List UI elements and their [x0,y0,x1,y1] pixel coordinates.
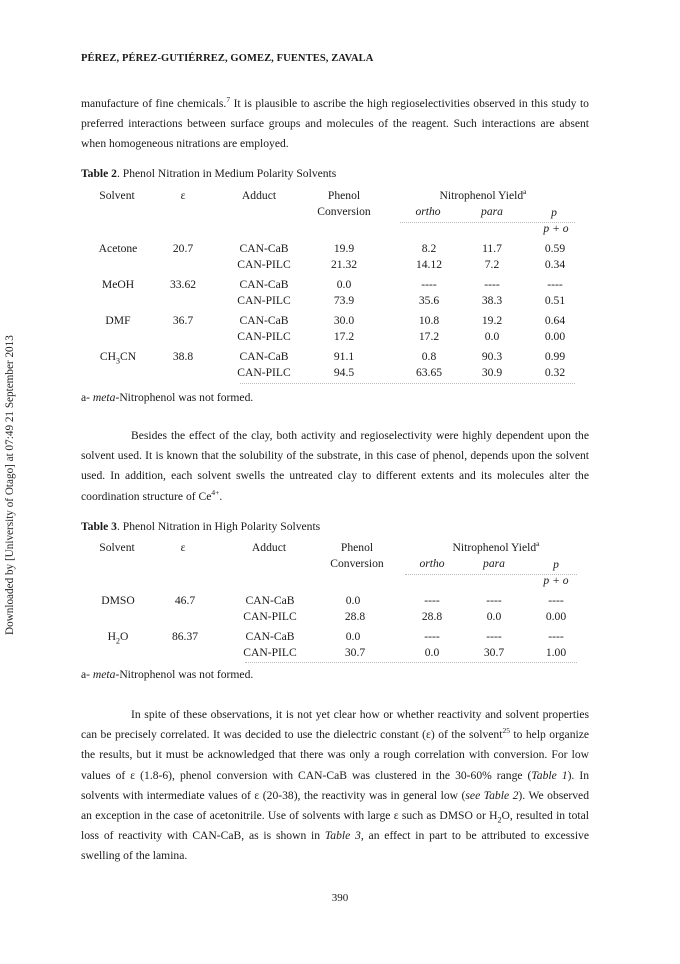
cell-para: 30.9 [481,366,503,379]
header-p: p [551,206,557,219]
cell-ortho: ---- [424,630,440,643]
table-2-caption: Table 2. Phenol Nitration in Medium Polarity Solvents [81,167,337,180]
cell-para: 0.0 [486,610,502,623]
cell-conversion: 0.0 [345,630,361,643]
header-ratio: p + o [543,574,569,587]
table-3-footnote: a- meta-Nitrophenol was not formed. [81,668,254,681]
cell-solvent: DMSO [101,594,135,607]
cell-ratio: ---- [548,594,564,607]
cell-adduct: CAN-CaB [245,594,295,607]
cell-adduct: CAN-CaB [239,242,289,255]
cell-solvent: $CH_3CN$ [99,350,137,366]
cell-conversion: 0.0 [336,278,352,291]
header-para: para [483,557,505,570]
cell-ortho: 0.0 [424,646,440,659]
header-ortho: ortho [419,557,445,570]
cell-ortho: 10.8 [418,314,440,327]
cell-ortho: 28.8 [421,610,443,623]
cell-ratio: ---- [548,630,564,643]
cell-ortho: 35.6 [418,294,440,307]
cell-ratio: ---- [547,278,563,291]
cell-adduct: CAN-PILC [243,646,297,659]
cell-para: 30.7 [483,646,505,659]
running-header: PÉREZ, PÉREZ-GUTIÉRREZ, GOMEZ, FUENTES, ZAVALA [81,53,374,64]
cell-adduct: CAN-CaB [239,278,289,291]
cell-para: 38.3 [481,294,503,307]
cell-para: 7.2 [484,258,500,271]
table-2-footnote: a- meta-Nitrophenol was not formed. [81,391,254,404]
paragraph-2: Besides the effect of the clay, both activity and regioselectivity were highly dependent upon the solvent used. It is known that the solubility of the substrate, in this case of phenol, depends upon the solvent used. In addition, each solvent swells the untreated clay to different extents and its molecules alter the coordination structure of $Ce^{4+}$. [81,429,589,503]
header-phenol: Phenol [327,189,361,202]
cell-ratio: 0.99 [544,350,566,363]
header-adduct: Adduct [241,189,277,202]
header-nitrophenol-yield: Nitrophenol Yield$^a$ [439,187,527,202]
header-adduct: Adduct [251,541,287,554]
header-conversion: Conversion [330,557,384,570]
header-ortho: ortho [415,205,441,218]
cell-para: ---- [486,594,502,607]
header-epsilon: ε [180,541,186,554]
header-rule [400,222,575,223]
cell-ratio: 0.34 [544,258,566,271]
cell-conversion: 17.2 [333,330,355,343]
paragraph-1: manufacture of fine chemicals.$^7$ It is plausible to ascribe the high regioselectivities observed in this study to preferred interactions between surface groups and molecules of the reagent. Such interactions are absent when homogeneous nitrations are employed. [81,95,589,151]
cell-solvent: $H_2O$ [107,630,129,646]
paragraph-3: In spite of these observations, it is not yet clear how or whether reactivity and solvent properties can be precisely correlated. It was decided to use the dielectric constant (ε) of the solvent$^{25}$ to help organize the results, but it must be acknowledged that there was only a rough correlation with conversion. For low values of ε (1.8-6), phenol conversion with CAN-CaB was clustered in the 30-60% range (Table 1). In solvents with intermediate values of ε (20-38), the reactivity was in general low (see Table 2). We observed an exception in the case of acetonitrile. Use of solvents with large ε such as DMSO or $H_2O$, resulted in total loss of reactivity with CAN-CaB, as is shown in Table 3, an effect in part to be attributed to excessive swelling of the lamina. [81,708,590,863]
cell-epsilon: 38.8 [172,350,194,363]
cell-ratio: 0.32 [544,366,566,379]
table-bottom-rule [240,383,575,384]
cell-conversion: 73.9 [333,294,355,307]
cell-epsilon: 20.7 [172,242,194,255]
cell-adduct: CAN-PILC [237,366,291,379]
header-ratio: p + o [543,222,569,235]
header-conversion: Conversion [317,205,371,218]
cell-adduct: CAN-CaB [239,350,289,363]
cell-conversion: 0.0 [345,594,361,607]
cell-para: 19.2 [481,314,503,327]
cell-ortho: 63.65 [415,366,443,379]
cell-adduct: CAN-CaB [239,314,289,327]
header-rule [405,574,577,575]
cell-adduct: CAN-PILC [237,258,291,271]
cell-ratio: 0.00 [544,330,566,343]
cell-ratio: 0.64 [544,314,566,327]
cell-solvent: MeOH [101,278,135,291]
cell-conversion: 28.8 [344,610,366,623]
header-solvent: Solvent [99,541,135,554]
cell-adduct: CAN-PILC [237,294,291,307]
cell-ratio: 0.00 [545,610,567,623]
table-3-caption: Table 3. Phenol Nitration in High Polarity Solvents [81,520,321,533]
table-bottom-rule [245,662,577,663]
cell-ortho: ---- [424,594,440,607]
cell-solvent: Acetone [98,242,138,255]
cell-solvent: DMF [105,314,131,327]
cell-conversion: 91.1 [333,350,355,363]
cell-conversion: 21.32 [330,258,358,271]
cell-epsilon: 36.7 [172,314,194,327]
cell-ortho: 17.2 [418,330,440,343]
cell-adduct: CAN-CaB [245,630,295,643]
page-number: 390 [331,892,349,904]
cell-ortho: ---- [421,278,437,291]
cell-para: 11.7 [482,242,502,255]
cell-epsilon: 33.62 [169,278,197,291]
header-phenol: Phenol [340,541,374,554]
cell-para: ---- [486,630,502,643]
cell-conversion: 94.5 [333,366,355,379]
cell-para: 90.3 [481,350,503,363]
header-para: para [481,205,503,218]
cell-ortho: 8.2 [421,242,437,255]
cell-ortho: 14.12 [415,258,443,271]
cell-para: 0.0 [484,330,500,343]
header-solvent: Solvent [99,189,135,202]
cell-ratio: 0.51 [544,294,566,307]
cell-conversion: 30.7 [344,646,366,659]
cell-conversion: 19.9 [333,242,355,255]
cell-para: ---- [484,278,500,291]
cell-ortho: 0.8 [421,350,437,363]
cell-conversion: 30.0 [333,314,355,327]
header-epsilon: ε [180,189,186,202]
download-watermark: Downloaded by [University of Otago] at 07:49 21 September 2013 [4,335,16,635]
cell-epsilon: 46.7 [174,594,196,607]
cell-ratio: 1.00 [545,646,567,659]
cell-epsilon: 86.37 [171,630,199,643]
header-nitrophenol-yield: Nitrophenol Yield$^a$ [452,539,540,554]
cell-adduct: CAN-PILC [243,610,297,623]
cell-adduct: CAN-PILC [237,330,291,343]
cell-ratio: 0.59 [544,242,566,255]
header-p: p [553,558,559,571]
